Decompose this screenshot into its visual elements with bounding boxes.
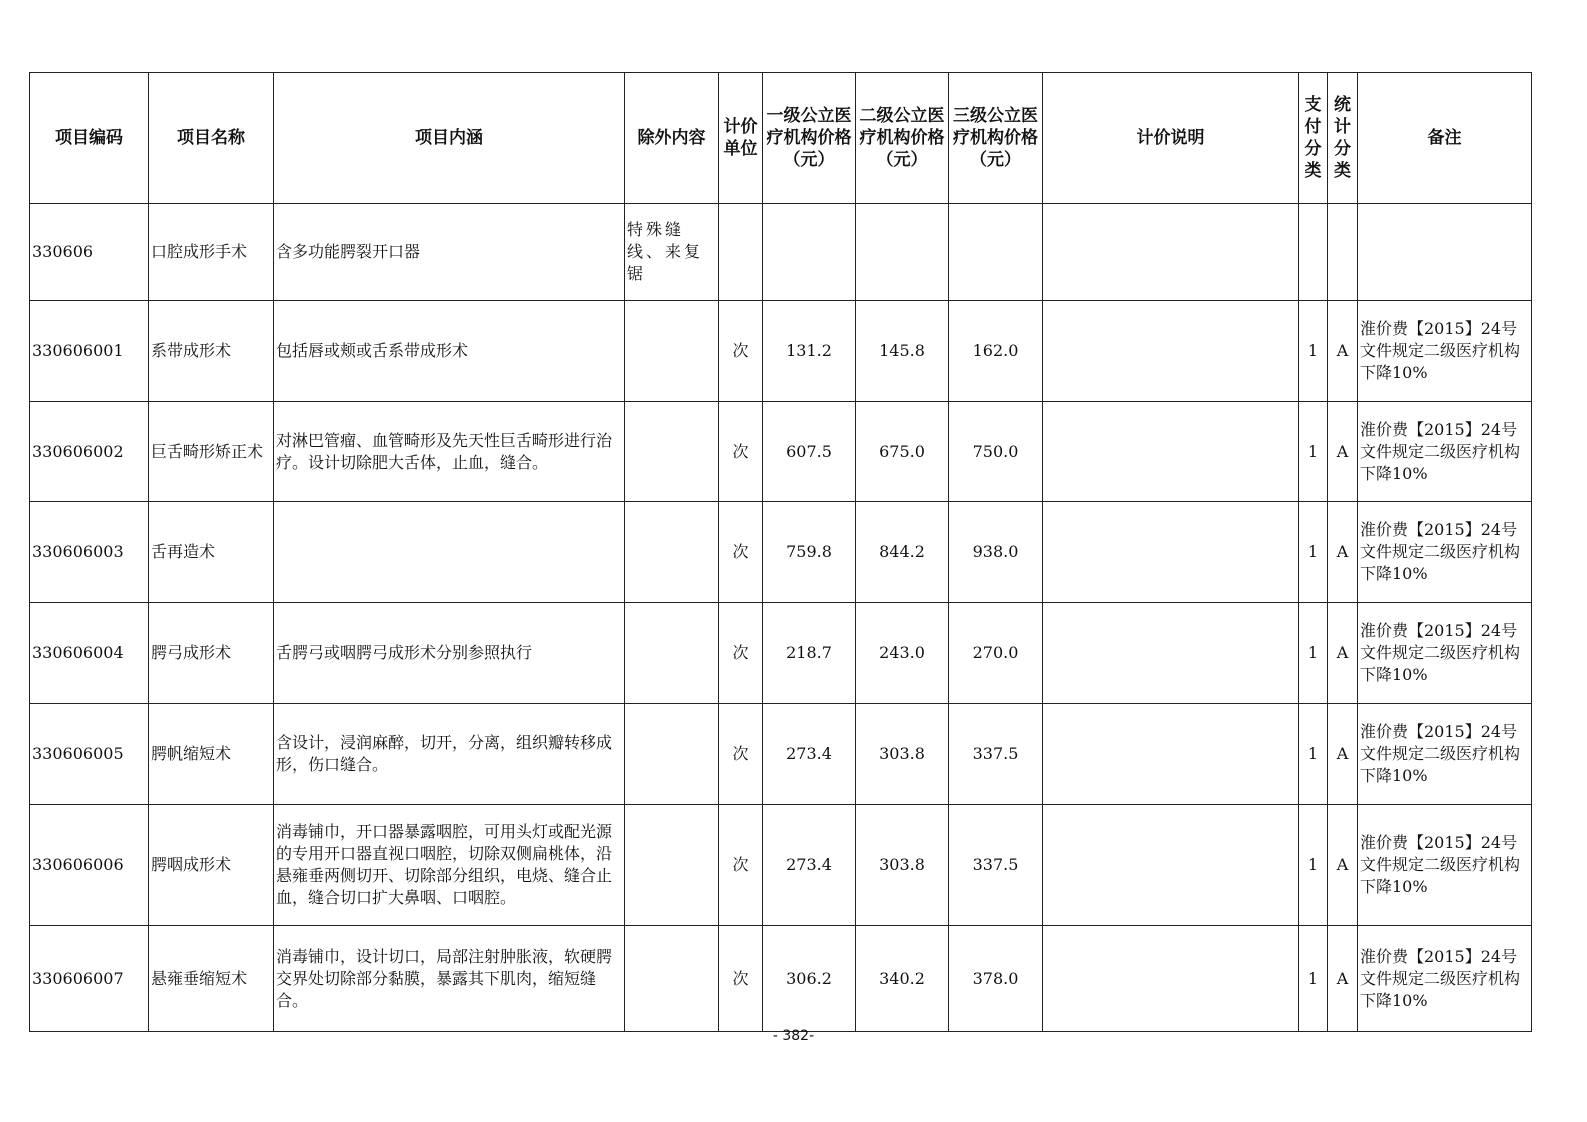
table-row bbox=[30, 402, 1532, 502]
cell-unit: 次 bbox=[719, 502, 763, 603]
cell-stat-class: A bbox=[1328, 502, 1358, 603]
cell-price3: 337.5 bbox=[949, 704, 1043, 805]
cell-price2: 340.2 bbox=[856, 926, 949, 1032]
table-row bbox=[30, 204, 1532, 301]
header-exclusions: 除外内容 bbox=[625, 73, 719, 204]
cell-price1: 218.7 bbox=[763, 603, 856, 704]
cell-code: 330606006 bbox=[30, 805, 149, 926]
header-stat-class: 统计分类 bbox=[1328, 73, 1358, 204]
cell-remarks: 淮价费【2015】24号文件规定二级医疗机构下降10% bbox=[1358, 301, 1532, 402]
header-price1: 一级公立医疗机构价格（元） bbox=[763, 73, 856, 204]
cell-name: 巨舌畸形矫正术 bbox=[149, 402, 274, 502]
cell-price2: 675.0 bbox=[856, 402, 949, 502]
cell-name: 腭弓成形术 bbox=[149, 603, 274, 704]
cell-stat-class: A bbox=[1328, 704, 1358, 805]
cell-unit: 次 bbox=[719, 301, 763, 402]
header-code: 项目编码 bbox=[30, 73, 149, 204]
cell-remarks: 淮价费【2015】24号文件规定二级医疗机构下降10% bbox=[1358, 926, 1532, 1032]
cell-price1: 759.8 bbox=[763, 502, 856, 603]
cell-content: 含设计，浸润麻醉，切开，分离，组织瓣转移成形，伤口缝合。 bbox=[274, 704, 625, 805]
cell-price3 bbox=[949, 204, 1043, 301]
cell-stat-class: A bbox=[1328, 402, 1358, 502]
table-row bbox=[30, 301, 1532, 402]
cell-name: 舌再造术 bbox=[149, 502, 274, 603]
cell-code: 330606001 bbox=[30, 301, 149, 402]
cell-name: 系带成形术 bbox=[149, 301, 274, 402]
cell-content: 舌腭弓或咽腭弓成形术分别参照执行 bbox=[274, 603, 625, 704]
cell-unit: 次 bbox=[719, 926, 763, 1032]
cell-stat-class: A bbox=[1328, 301, 1358, 402]
price-table bbox=[29, 72, 1532, 1032]
cell-pricing-note bbox=[1043, 402, 1299, 502]
cell-content bbox=[274, 502, 625, 603]
cell-price2: 243.0 bbox=[856, 603, 949, 704]
cell-name: 腭咽成形术 bbox=[149, 805, 274, 926]
header-price3: 三级公立医疗机构价格（元） bbox=[949, 73, 1043, 204]
cell-code: 330606002 bbox=[30, 402, 149, 502]
cell-content: 含多功能腭裂开口器 bbox=[274, 204, 625, 301]
cell-name: 悬雍垂缩短术 bbox=[149, 926, 274, 1032]
cell-content: 消毒铺巾，设计切口，局部注射肿胀液，软硬腭交界处切除部分黏膜，暴露其下肌肉，缩短缝合。 bbox=[274, 926, 625, 1032]
cell-remarks: 淮价费【2015】24号文件规定二级医疗机构下降10% bbox=[1358, 805, 1532, 926]
cell-pricing-note bbox=[1043, 502, 1299, 603]
cell-pay-class: 1 bbox=[1299, 603, 1328, 704]
cell-exclusions bbox=[625, 301, 719, 402]
cell-content: 对淋巴管瘤、血管畸形及先天性巨舌畸形进行治疗。设计切除肥大舌体，止血，缝合。 bbox=[274, 402, 625, 502]
cell-unit: 次 bbox=[719, 402, 763, 502]
header-name: 项目名称 bbox=[149, 73, 274, 204]
header-price2: 二级公立医疗机构价格（元） bbox=[856, 73, 949, 204]
cell-remarks bbox=[1358, 204, 1532, 301]
cell-stat-class bbox=[1328, 204, 1358, 301]
cell-price2: 303.8 bbox=[856, 704, 949, 805]
header-pay-class: 支付分类 bbox=[1299, 73, 1328, 204]
cell-price2: 844.2 bbox=[856, 502, 949, 603]
cell-stat-class: A bbox=[1328, 926, 1358, 1032]
cell-exclusions bbox=[625, 704, 719, 805]
cell-exclusions bbox=[625, 603, 719, 704]
cell-exclusions bbox=[625, 402, 719, 502]
header-row bbox=[30, 73, 1532, 204]
cell-price3: 162.0 bbox=[949, 301, 1043, 402]
cell-code: 330606004 bbox=[30, 603, 149, 704]
header-unit: 计价单位 bbox=[719, 73, 763, 204]
cell-pricing-note bbox=[1043, 204, 1299, 301]
cell-price2 bbox=[856, 204, 949, 301]
cell-exclusions bbox=[625, 805, 719, 926]
cell-price3: 750.0 bbox=[949, 402, 1043, 502]
cell-pricing-note bbox=[1043, 805, 1299, 926]
cell-content: 包括唇或颊或舌系带成形术 bbox=[274, 301, 625, 402]
header-pricing-note: 计价说明 bbox=[1043, 73, 1299, 204]
cell-price2: 145.8 bbox=[856, 301, 949, 402]
cell-unit: 次 bbox=[719, 704, 763, 805]
cell-remarks: 淮价费【2015】24号文件规定二级医疗机构下降10% bbox=[1358, 402, 1532, 502]
cell-exclusions bbox=[625, 502, 719, 603]
cell-name: 口腔成形手术 bbox=[149, 204, 274, 301]
cell-price3: 378.0 bbox=[949, 926, 1043, 1032]
cell-pricing-note bbox=[1043, 301, 1299, 402]
cell-stat-class: A bbox=[1328, 805, 1358, 926]
cell-exclusions: 特殊缝线、来复锯 bbox=[625, 204, 719, 301]
header-content: 项目内涵 bbox=[274, 73, 625, 204]
page-number: - 382- bbox=[772, 1028, 815, 1044]
cell-price3: 337.5 bbox=[949, 805, 1043, 926]
cell-pricing-note bbox=[1043, 926, 1299, 1032]
table-row bbox=[30, 805, 1532, 926]
cell-pay-class: 1 bbox=[1299, 502, 1328, 603]
cell-remarks: 淮价费【2015】24号文件规定二级医疗机构下降10% bbox=[1358, 502, 1532, 603]
table-row bbox=[30, 502, 1532, 603]
cell-code: 330606007 bbox=[30, 926, 149, 1032]
cell-code: 330606003 bbox=[30, 502, 149, 603]
cell-price1 bbox=[763, 204, 856, 301]
cell-code: 330606005 bbox=[30, 704, 149, 805]
cell-price1: 273.4 bbox=[763, 704, 856, 805]
cell-unit bbox=[719, 204, 763, 301]
cell-pricing-note bbox=[1043, 603, 1299, 704]
cell-exclusions bbox=[625, 926, 719, 1032]
cell-pay-class: 1 bbox=[1299, 402, 1328, 502]
cell-pricing-note bbox=[1043, 704, 1299, 805]
cell-name: 腭帆缩短术 bbox=[149, 704, 274, 805]
cell-pay-class: 1 bbox=[1299, 926, 1328, 1032]
cell-pay-class: 1 bbox=[1299, 805, 1328, 926]
cell-pay-class: 1 bbox=[1299, 301, 1328, 402]
cell-price3: 270.0 bbox=[949, 603, 1043, 704]
cell-price1: 607.5 bbox=[763, 402, 856, 502]
table-row bbox=[30, 926, 1532, 1032]
cell-code: 330606 bbox=[30, 204, 149, 301]
cell-price1: 273.4 bbox=[763, 805, 856, 926]
header-remarks: 备注 bbox=[1358, 73, 1532, 204]
cell-pay-class: 1 bbox=[1299, 704, 1328, 805]
cell-unit: 次 bbox=[719, 603, 763, 704]
cell-content: 消毒铺巾，开口器暴露咽腔，可用头灯或配光源的专用开口器直视口咽腔，切除双侧扁桃体，沿悬雍垂两侧切开、切除部分组织，电烧、缝合止血，缝合切口扩大鼻咽、口咽腔。 bbox=[274, 805, 625, 926]
cell-unit: 次 bbox=[719, 805, 763, 926]
cell-remarks: 淮价费【2015】24号文件规定二级医疗机构下降10% bbox=[1358, 603, 1532, 704]
cell-stat-class: A bbox=[1328, 603, 1358, 704]
cell-price1: 131.2 bbox=[763, 301, 856, 402]
cell-remarks: 淮价费【2015】24号文件规定二级医疗机构下降10% bbox=[1358, 704, 1532, 805]
cell-price1: 306.2 bbox=[763, 926, 856, 1032]
cell-price2: 303.8 bbox=[856, 805, 949, 926]
cell-pay-class bbox=[1299, 204, 1328, 301]
table-row bbox=[30, 704, 1532, 805]
table-row bbox=[30, 603, 1532, 704]
cell-price3: 938.0 bbox=[949, 502, 1043, 603]
